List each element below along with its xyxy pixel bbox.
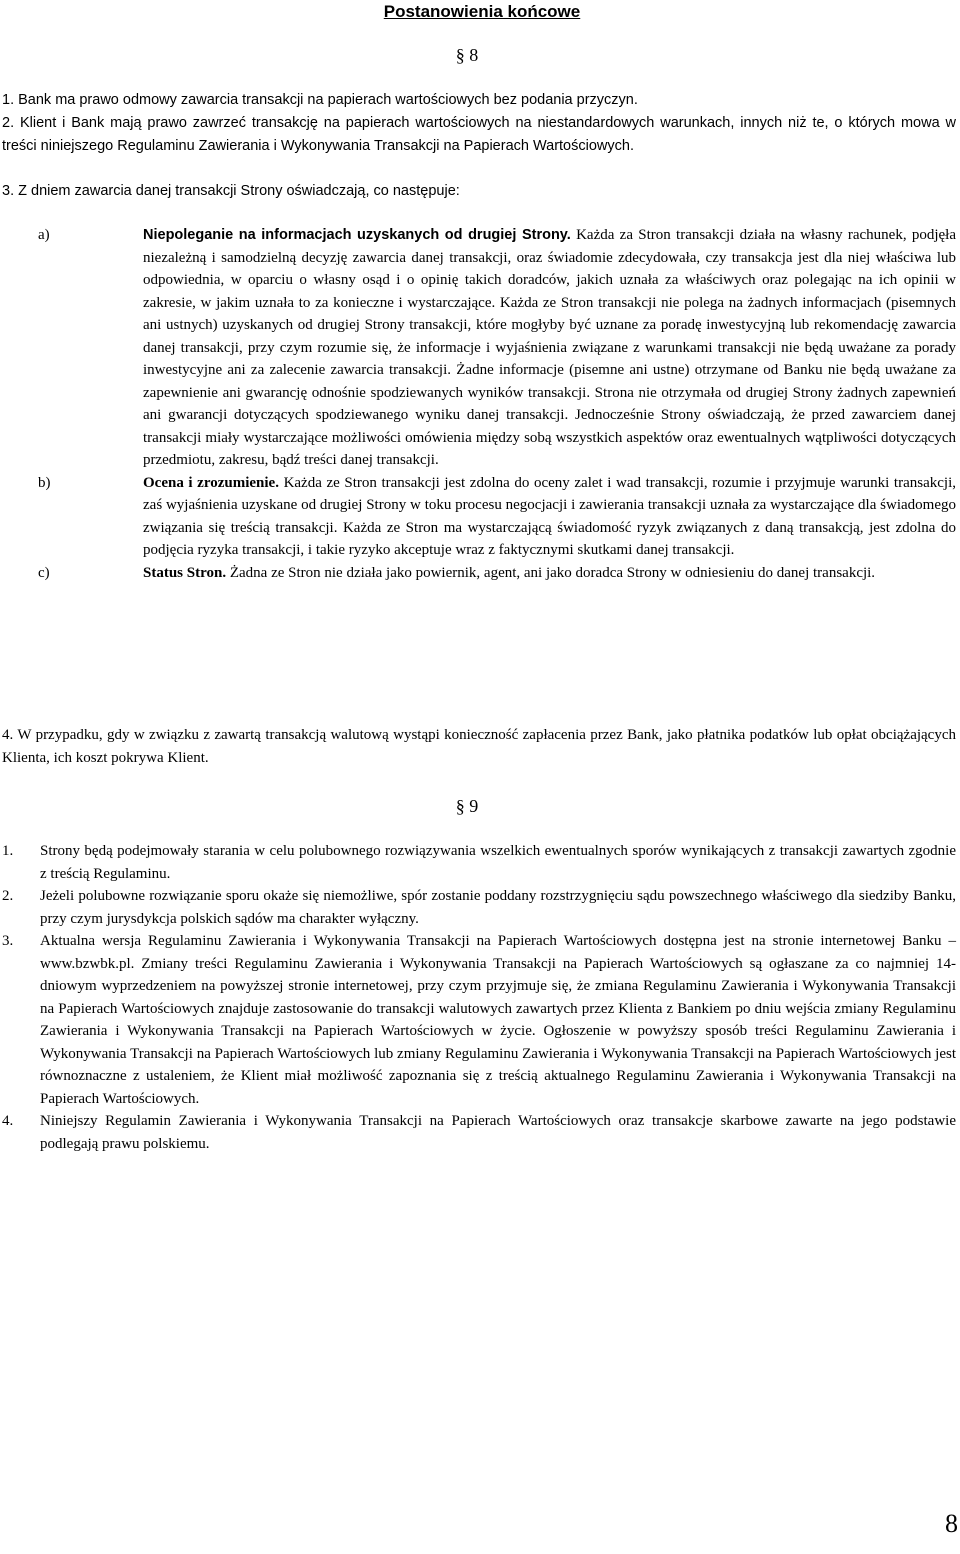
section-mark-8: § 8 bbox=[455, 45, 479, 65]
item-text: Każda za Stron transakcji działa na własny rachunek, podjęła niezależną i samodzielną decyzję zawarcia danej transakcji, oraz świadomie zdecydowała, czy transakcja jest dla niej właściwa lub odpowiednia, w oparciu o własny osąd i o opinię takich doradców, jakich uznała za właściwych oraz polegając na ich opinii w zakresie, w jakim uznała to za konieczne i wystarczające. Każda ze Stron transakcji nie polega na żadnych informacjach (pisemnych ani ustnych) uzyskanych od drugiej Strony transakcji, które mogłyby być uznane za poradę inwestycyjną lub rekomendację zawarcia danej transakcji, przy czym rozumie się, że informacje i wyjaśnienia związane z warunkami transakcji nie będą uważane za porady inwestycyjne ani za zalecenie zawarcia transakcji. Żadne informacje (pisemne ani ustne) otrzymane od Banku nie będą uważane za zapewnienie ani gwarancję odnośnie spodziewanych wyników transakcji. Strona nie otrzymała od drugiej Strony żadnych zapewnień ani gwarancji dotyczących spodziewanego wyniku danej transakcji. Jednocześnie Strony oświadczają, że przed zawarciem danej transakcji miały wystarczające możliwości omówienia między sobą wszystkich aspektów oraz ewentualnych wątpliwości dotyczących przedmiotu, zakresu, bądź treści danej transakcji. bbox=[143, 227, 957, 468]
list-item bbox=[0, 472, 956, 562]
item-letter: a) bbox=[38, 227, 50, 243]
item-text: Każda ze Stron transakcji jest zdolna do oceny zalet i wad transakcji, rozumie i przyjmuje warunki transakcji, zaś wyjaśnienia uzyskane od drugiej Strony w toku procesu negocjacji i zawierania transakcji uznała za wystarczające dla świadomego związania się treścią transakcji. Każda ze Stron ma wystarczającą świadomość ryzyk związanych z daną transakcją, jest zdolna do podjęcia ryzyka transakcji, i takie ryzyko akceptuje wraz z faktycznymi skutkami danej transakcji. bbox=[143, 474, 956, 558]
list-item bbox=[0, 224, 956, 472]
page-number: 8 bbox=[945, 1509, 958, 1538]
item-text: Niniejszy Regulamin Zawierania i Wykonywania Transakcji na Papierach Wartościowych oraz transakcje skarbowe zawarte na jego podstawie podlegają prawu polskiemu. bbox=[40, 1113, 956, 1152]
item-lead: Status Stron. bbox=[143, 564, 227, 581]
item-lead: Niepoleganie na informacjach uzyskanych od drugiej Strony. bbox=[143, 227, 571, 243]
item-text: Aktualna wersja Regulaminu Zawierania i Wykonywania Transakcji na Papierach Wartościowych dostępna jest na stronie internetowej Banku –www.bzwbk.pl. Zmiany treści Regulaminu Zawierania i Wykonywania Transakcji na Papierach Wartościowych są ogłaszane za co najmniej 14-dniowym wyprzedzeniem na powyższej stronie internetowej, przy czym przyjmuje się, że zmiana Regulaminu Zawierania i Wykonywania Transakcji na Papierach Wartościowych znajduje zastosowanie do transakcji walutowych zawartych przez Klienta z Bankiem po dniu wejścia zmiany Regulaminu Zawierania i Wykonywania Transakcji na Papierach Wartościowych w życie. Ogłoszenie w powyższy sposób treści Regulaminu Zawierania i Wykonywania Transakcji na Papierach Wartościowych lub zmiany Regulaminu Zawierania i Wykonywania Transakcji na Papierach Wartościowych jest równoznaczne z ustaleniem, że Klient miał możliwość zapoznania się z treścią aktualnego Regulaminu Zawierania i Wykonywania Transakcji na Papierach Wartościowych. bbox=[40, 933, 956, 1107]
list-item bbox=[0, 930, 956, 1110]
item-letter: b) bbox=[38, 474, 51, 491]
paragraph-8-1: 1. Bank ma prawo odmowy zawarcia transakcji na papierach wartościowych bez podania przyczyn. bbox=[2, 92, 638, 108]
item-number: 3. bbox=[2, 933, 14, 949]
list-item bbox=[0, 562, 956, 585]
list-item bbox=[0, 885, 956, 930]
final-provisions-list bbox=[0, 840, 956, 1155]
item-letter: c) bbox=[38, 564, 50, 581]
item-number: 2. bbox=[2, 888, 14, 904]
item-lead: Ocena i zrozumienie. bbox=[143, 474, 279, 491]
item-text: Jeżeli polubowne rozwiązanie sporu okaże się niemożliwe, spór zostanie poddany rozstrzygnięciu sądu powszechnego właściwego dla siedziby Banku, przy czym jurysdykcja polskich sądów ma charakter wyłączny. bbox=[40, 888, 956, 927]
declarations-list bbox=[0, 224, 956, 584]
page-title: Postanowienia końcowe bbox=[383, 2, 581, 21]
list-item bbox=[0, 1110, 956, 1155]
list-item bbox=[0, 840, 956, 885]
item-number: 1. bbox=[2, 843, 14, 859]
paragraph-8-2: 2. Klient i Bank mają prawo zawrzeć transakcję na papierach wartościowych na niestandardowych warunkach, innych niż te, o których mowa w treści niniejszego Regulaminu Zawierania i Wykonywania Transakcji na Papierach Wartościowych. bbox=[2, 115, 956, 154]
item-text: Strony będą podejmowały starania w celu polubownego rozwiązywania wszelkich ewentualnych sporów wynikających z transakcji zawartych zgodnie z treścią Regulaminu. bbox=[40, 843, 956, 882]
item-text: Żadna ze Stron nie działa jako powiernik, agent, ani jako doradca Strony w odniesieniu do danej transakcji. bbox=[226, 564, 876, 581]
item-body bbox=[143, 472, 956, 562]
item-number: 4. bbox=[2, 1113, 14, 1129]
item-body bbox=[143, 562, 956, 585]
paragraph-8-4: 4. W przypadku, gdy w związku z zawartą transakcją walutową wystąpi konieczność zapłacenia przez Bank, jako płatnika podatków lub opłat obciążających Klienta, ich koszt pokrywa Klient. bbox=[2, 727, 956, 766]
paragraph-8-3: 3. Z dniem zawarcia danej transakcji Strony oświadczają, co następuje: bbox=[2, 183, 460, 199]
item-body bbox=[143, 224, 956, 472]
section-mark-9: § 9 bbox=[455, 796, 479, 816]
